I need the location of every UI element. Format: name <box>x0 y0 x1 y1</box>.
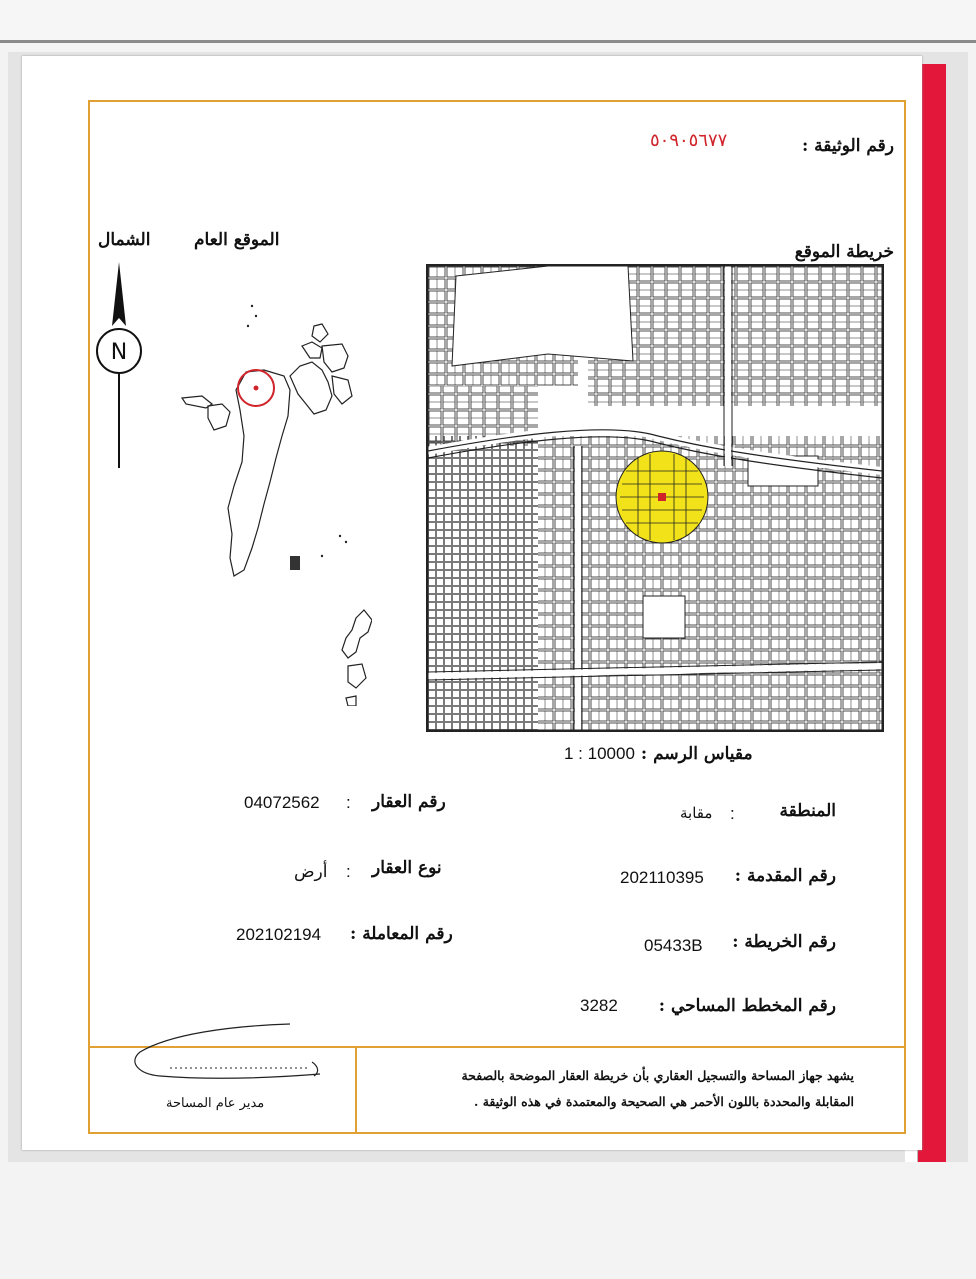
scale-label: مقياس الرسم : <box>640 744 753 764</box>
map-number-label: رقم الخريطة : <box>732 932 836 952</box>
region-colon: : <box>730 804 735 823</box>
property-number-value: 04072562 <box>244 793 320 812</box>
overview-map <box>172 286 372 706</box>
site-map-title: خريطة الموقع <box>794 242 894 262</box>
signature-image <box>130 1022 350 1102</box>
property-number-label: رقم العقار <box>372 792 446 812</box>
certification-line-2: المقابلة والمحددة باللون الأحمر هي الصحيحة والمعتمدة في هذه الوثيقة . <box>474 1094 854 1109</box>
north-arrow-icon <box>96 256 146 476</box>
map-number-value: 05433B <box>644 936 703 955</box>
scale-value: 1 : 10000 <box>564 744 635 763</box>
property-number-colon: : <box>346 793 351 812</box>
site-map-drawing <box>428 266 882 730</box>
region-value: مقابة <box>680 805 713 822</box>
doc-number-value: ٥٠٩٠٥٦٧٧ <box>650 130 728 151</box>
overview-map-title: الموقع العام <box>194 230 280 250</box>
footer-divider <box>355 1046 357 1134</box>
viewer-top-bar <box>0 0 976 43</box>
application-number-value: 202110395 <box>620 868 704 887</box>
property-type-label: نوع العقار <box>372 858 442 878</box>
transaction-number-label: رقم المعاملة : <box>350 924 453 944</box>
signatory-title: مدير عام المساحة <box>166 1096 265 1111</box>
site-map <box>426 264 884 732</box>
region-label: المنطقة <box>779 801 836 821</box>
doc-number-label: رقم الوثيقة : <box>801 136 894 156</box>
document-page <box>22 56 922 1150</box>
north-title: الشمال <box>98 230 151 250</box>
survey-plan-label: رقم المخطط المساحي : <box>658 996 836 1016</box>
viewer-bottom-area <box>0 1162 976 1279</box>
transaction-number-value: 202102194 <box>236 925 322 944</box>
north-letter: N <box>110 340 128 365</box>
survey-plan-value: 3282 <box>580 996 618 1015</box>
certification-line-1: يشهد جهاز المساحة والتسجيل العقاري بأن خريطة العقار الموضحة بالصفحة <box>461 1068 854 1083</box>
application-number-label: رقم المقدمة : <box>734 866 836 886</box>
scale <box>564 744 753 764</box>
property-type-value: أرض <box>294 862 328 881</box>
property-type-colon: : <box>346 862 351 881</box>
